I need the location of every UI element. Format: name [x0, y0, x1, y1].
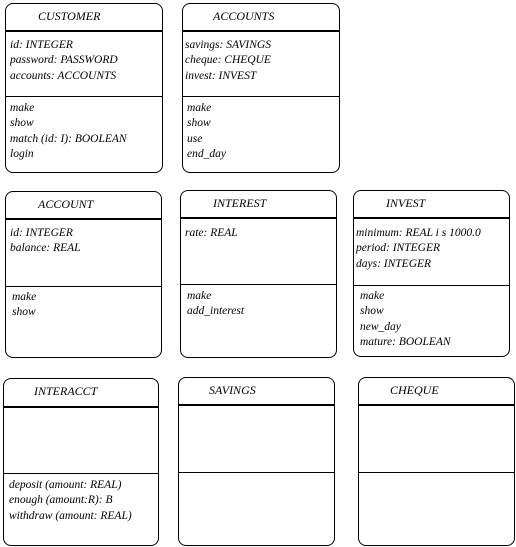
- class-name: INVEST: [386, 196, 426, 210]
- class-name: SAVINGS: [209, 383, 256, 397]
- attribute: balance: REAL: [10, 242, 81, 255]
- section-divider: [183, 96, 339, 97]
- operation: end_day: [187, 147, 226, 160]
- class-box-interacct: [3, 378, 159, 546]
- operation: use: [187, 132, 203, 145]
- operation: show: [187, 117, 211, 130]
- operation: make: [187, 102, 212, 114]
- attribute: rate: REAL: [185, 227, 238, 239]
- class-box-cheque: [358, 377, 515, 546]
- class-name: CUSTOMER: [38, 9, 101, 23]
- operation: show: [12, 306, 36, 319]
- class-header-divider: [179, 404, 334, 406]
- class-box-savings: [178, 377, 335, 546]
- attribute: accounts: ACCOUNTS: [10, 69, 117, 82]
- class-header-divider: [4, 406, 158, 408]
- operations-section: [187, 289, 334, 320]
- operation: make: [12, 291, 37, 303]
- attribute: password: PASSWORD: [10, 54, 118, 67]
- operation: show: [10, 117, 34, 130]
- class-box-account: [5, 191, 162, 358]
- class-header-divider: [359, 404, 514, 406]
- class-header-divider: [183, 30, 339, 32]
- section-divider: [179, 472, 334, 473]
- attribute: id: INTEGER: [10, 227, 73, 239]
- operations-section: [187, 101, 337, 162]
- class-name: CHEQUE: [390, 383, 439, 397]
- attribute: days: INTEGER: [356, 257, 432, 270]
- attributes-section: [185, 226, 334, 241]
- operation: match (id: I): BOOLEAN: [10, 132, 127, 145]
- operation: withdraw (amount: REAL): [9, 509, 132, 522]
- operation: show: [360, 305, 384, 318]
- operations-section: [12, 290, 159, 321]
- attribute: minimum: REAL i s 1000.0: [356, 227, 481, 239]
- operations-section: [9, 478, 156, 524]
- section-divider: [4, 473, 158, 474]
- section-divider: [181, 284, 336, 285]
- section-divider: [6, 286, 161, 287]
- class-header-divider: [6, 30, 162, 32]
- operations-section: [360, 289, 507, 350]
- operation: deposit (amount: REAL): [9, 479, 122, 491]
- section-divider: [6, 96, 162, 97]
- operation: enough (amount:R): B: [9, 494, 113, 507]
- class-header-divider: [354, 217, 509, 219]
- operation: add_interest: [187, 305, 245, 318]
- attribute: period: INTEGER: [356, 242, 441, 255]
- attribute: savings: SAVINGS: [185, 39, 271, 51]
- attribute: cheque: CHEQUE: [185, 54, 271, 67]
- class-box-interest: [180, 190, 337, 358]
- section-divider: [354, 285, 509, 286]
- section-divider: [359, 472, 514, 473]
- class-name: INTERACCT: [34, 384, 98, 398]
- operation: make: [187, 290, 212, 302]
- operation: new_day: [360, 320, 401, 333]
- operation: make: [360, 290, 385, 302]
- class-name: ACCOUNT: [38, 197, 94, 211]
- attributes-section: [356, 226, 507, 272]
- operations-section: [10, 101, 160, 162]
- attribute: invest: INVEST: [185, 69, 257, 82]
- attributes-section: [10, 38, 160, 84]
- class-name: INTEREST: [213, 196, 267, 210]
- class-box-accounts: [182, 3, 340, 173]
- attributes-section: [10, 226, 159, 257]
- class-box-invest: [353, 190, 510, 357]
- operation: make: [10, 102, 35, 114]
- class-box-customer: [5, 3, 163, 173]
- operation: mature: BOOLEAN: [360, 335, 451, 348]
- attribute: id: INTEGER: [10, 39, 73, 51]
- class-header-divider: [181, 217, 336, 219]
- attributes-section: [185, 38, 337, 84]
- class-name: ACCOUNTS: [213, 9, 275, 23]
- class-header-divider: [6, 218, 161, 220]
- operation: login: [10, 147, 34, 160]
